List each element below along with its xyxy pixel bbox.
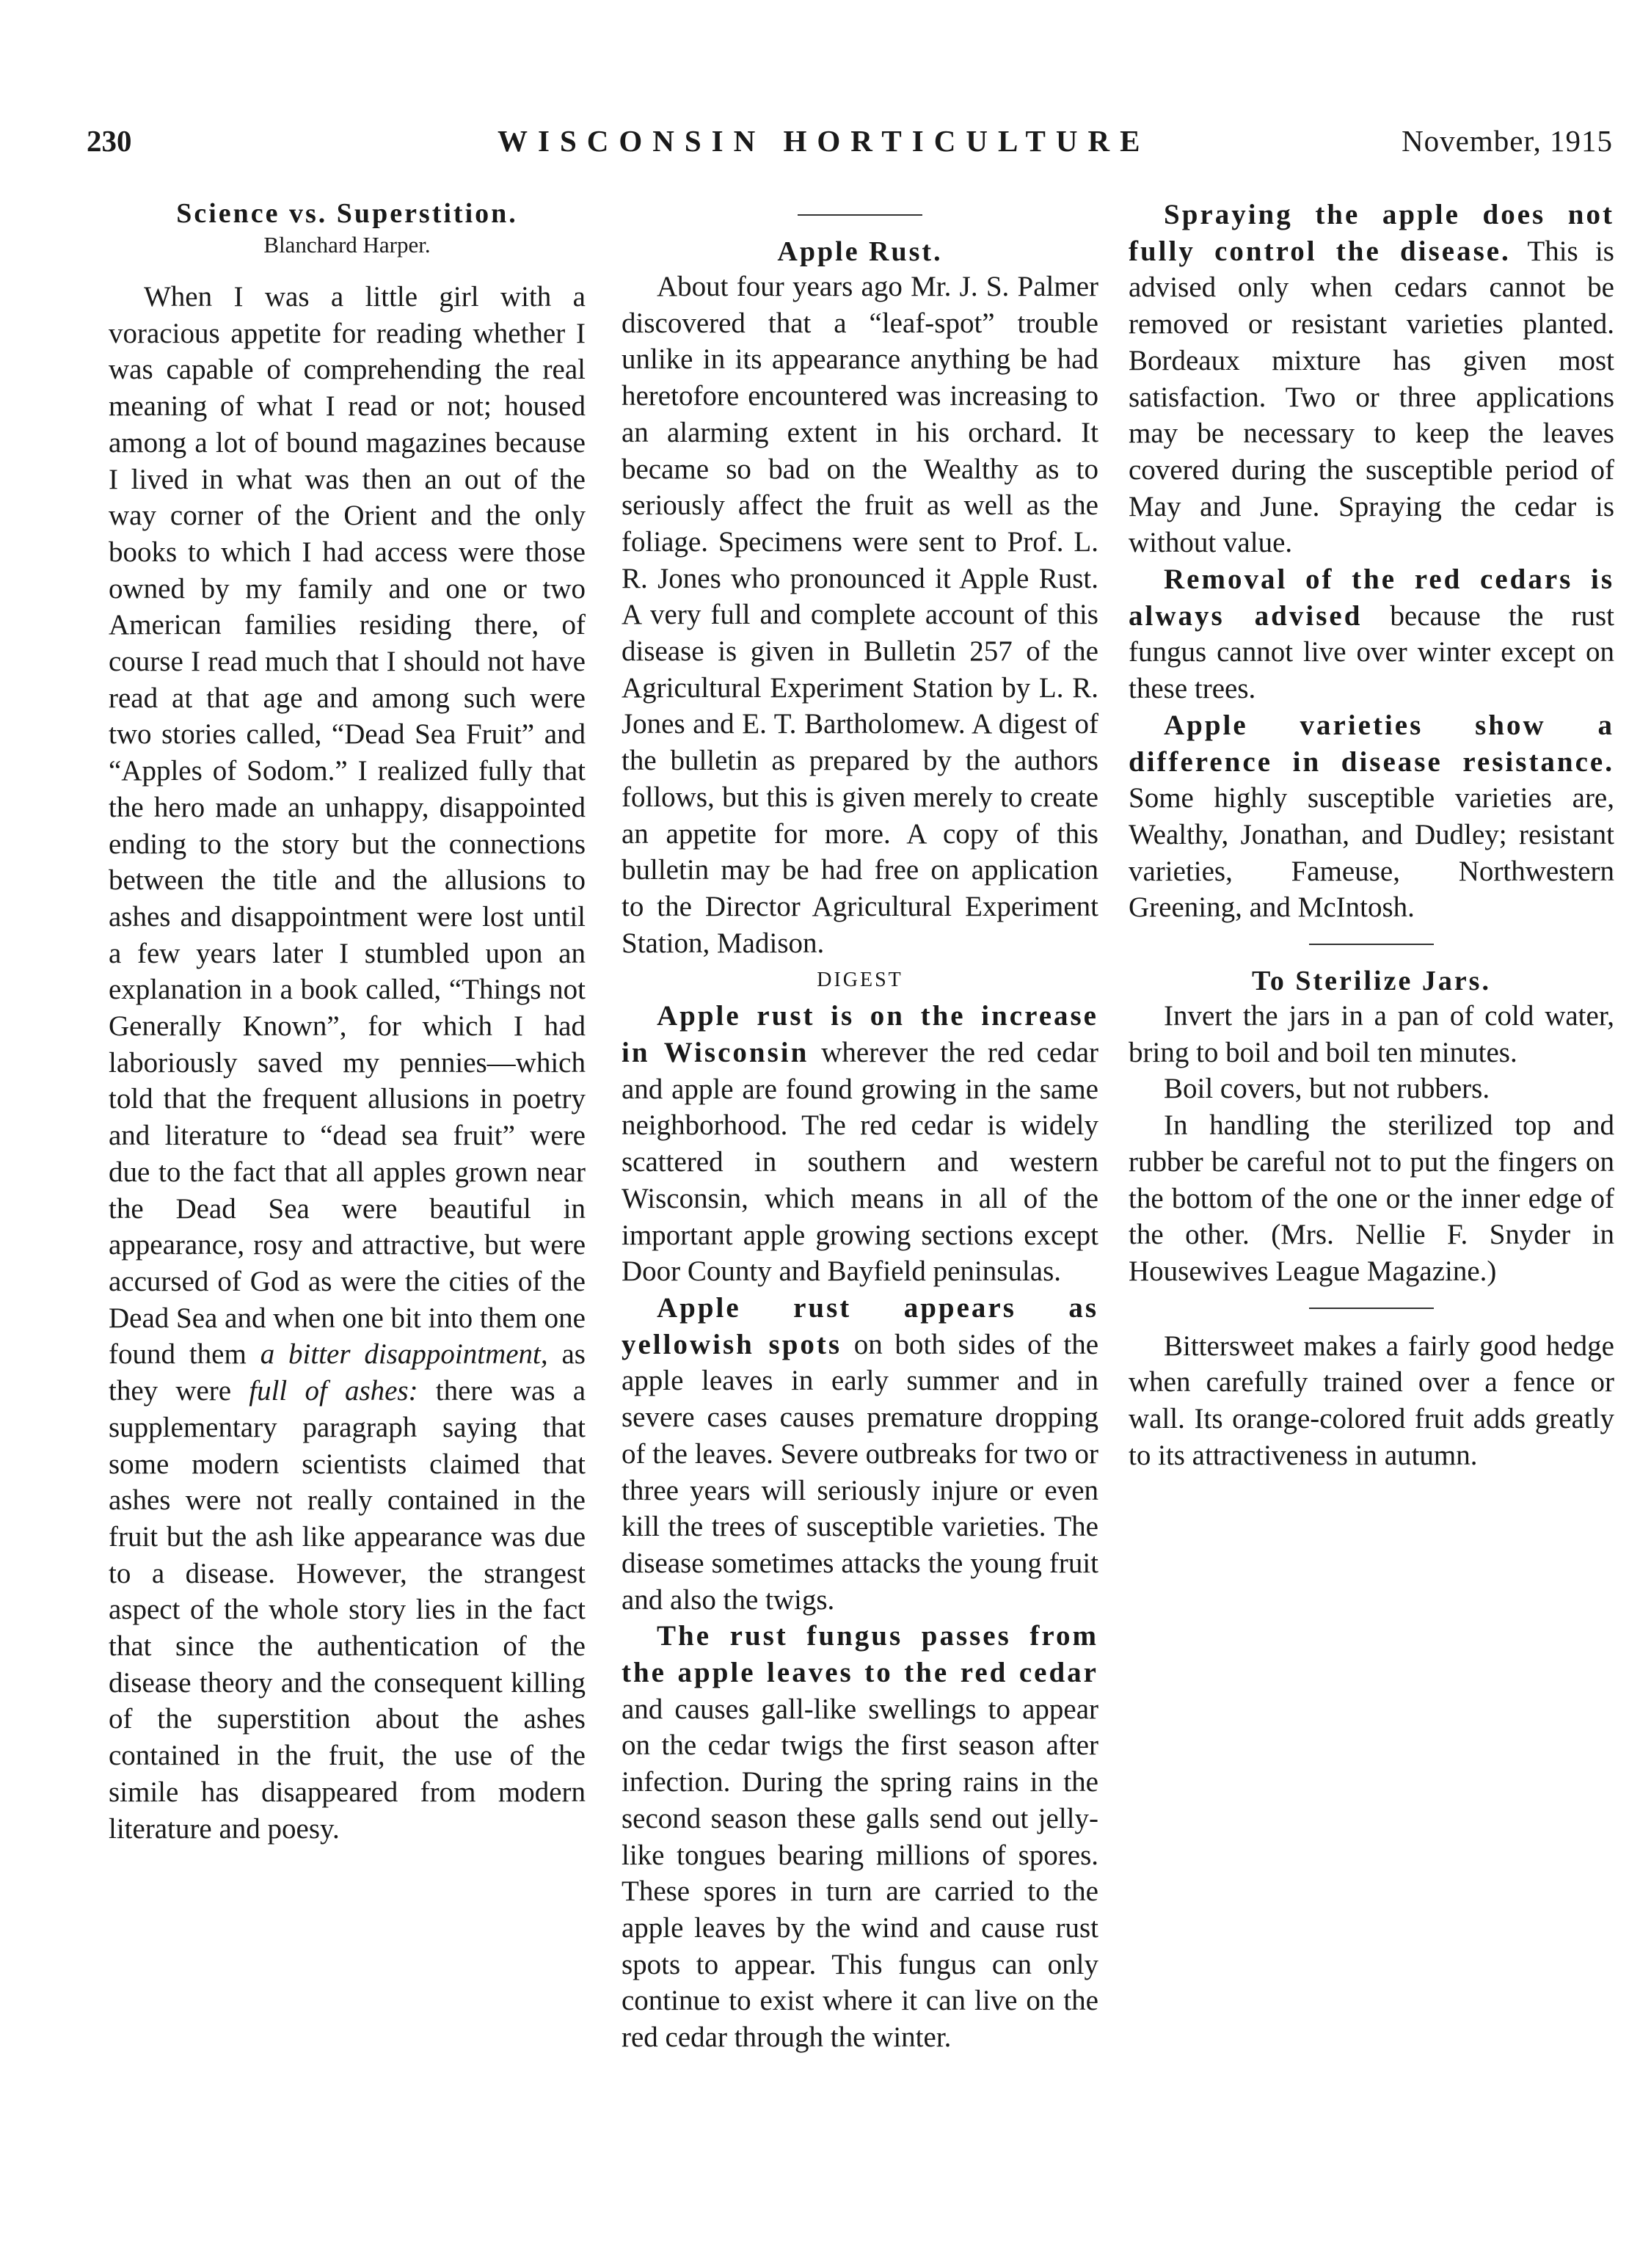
section-divider [1309,1308,1434,1309]
column-2 [622,197,1098,2056]
issue-date: November, 1915 [1402,124,1613,158]
journal-title: WISCONSIN HORTICULTURE [498,124,1151,158]
article-paragraph: Spraying the apple does not fully control the disease. This is advised only when cedars cannot be removed or resistant varieties planted. Bordeaux mixture has given most satisfaction. Two or three applications may be necessary to keep the leaves covered during the susceptible period of May and June. Spraying the cedar is without value. [1129,199,1614,559]
article-title-sterilize-jars: To Sterilize Jars. [1252,966,1491,997]
article-paragraph: The rust fungus passes from the apple leaves to the red cedar and causes gall-like swellings to appear on the cedar twigs the first season after infection. During the spring rains in the second season these galls send out jelly-like tongues bearing millions of spores. These spores in turn are carried to the apple leaves by the wind and cause rust spots to appear. This fungus can only continue to exist where it can live on the red cedar through the winter. [622,1620,1098,2054]
article-paragraph: Apple rust is on the increase in Wisconsin wherever the red cedar and apple are found growing in the same neighborhood. The red cedar is widely scattered in southern and western Wisconsin, which means in all of the important apple growing sections except Door County and Bayfield peninsulas. [622,1000,1098,1288]
article-paragraph: Apple varieties show a difference in disease resistance. Some highly susceptible varieties are, Wealthy, Jonathan, and Dudley; resistant varieties, Fameuse, Northwestern Greening, and McIntosh. [1129,709,1614,924]
section-divider [1309,944,1434,945]
article-title-science: Science vs. Superstition. [176,198,518,229]
column-1 [109,197,586,1847]
article-paragraph: Invert the jars in a pan of cold water, bring to boil and boil ten minutes. [1129,1000,1614,1068]
article-paragraph: Apple rust appears as yellowish spots on both sides of the apple leaves in early summer and in severe cases causes premature dropping of the leaves. Severe outbreaks for two or three years will seriously injure or even kill the trees of susceptible varieties. The disease sometimes attacks the young fruit and also the twigs. [622,1291,1098,1616]
digest-label: DIGEST [817,969,903,992]
article-author: Blanchard Harper. [263,232,431,258]
article-paragraph: In handling the sterilized top and rubber be careful not to put the fingers on the bottom of the one or the inner edge of the other. (Mrs. Nellie F. Snyder in Housewives League Magazine.) [1129,1109,1614,1287]
article-paragraph-bittersweet: Bittersweet makes a fairly good hedge when carefully trained over a fence or wall. Its orange-colored fruit adds greatly to its attractiveness in autumn. [1129,1330,1614,1471]
page-header [87,123,1613,175]
article-paragraph: Removal of the red cedars is always advised because the rust fungus cannot live over winter except on these trees. [1129,564,1614,705]
article-title-apple-rust: Apple Rust. [777,236,943,267]
article-paragraph: Boil covers, but not rubbers. [1164,1073,1490,1105]
section-divider [798,214,922,216]
column-3 [1129,197,1614,1474]
article-paragraph: When I was a little girl with a voracious appetite for reading whether I was capable of comprehending the real meaning of what I read or not; housed among a lot of bound magazines because I lived in what was then an out of the way corner of the Orient and the only books to which I had access were those owned by my family and one or two American families residing there, of course I read much that I should not have read at that age and among such were two stories called, “Dead Sea Fruit” and “Apples of Sodom.” I realized fully that the hero made an unhappy, disappointed ending to the story but the connections between the title and the allusions to ashes and disappointment were lost until a few years later I stumbled upon an explanation in a book called, “Things not Generally Known”, for which I had laboriously saved my pennies—which told that the frequent allusions in poetry and literature to “dead sea fruit” were due to the fact that all apples grown near the Dead Sea were beautiful in appearance, rosy and attractive, but were accursed of God as were the cities of the Dead Sea and when one bit into them one found them a bitter disappointment, as they were full of ashes: there was a supplementary paragraph saying that some modern scientists claimed that ashes were not really contained in the fruit but the ash like appearance was due to a disease. However, the strangest aspect of the whole story lies in the fact that since the authentication of the disease theory and the consequent killing of the superstition about the ashes contained in the fruit, the use of the simile has disappeared from modern literature and poesy. [109,281,586,1845]
article-paragraph: About four years ago Mr. J. S. Palmer discovered that a “leaf-spot” trouble unlike in its appearance anything be had heretofore encountered was increasing to an alarming extent in his orchard. It became so bad on the Wealthy as to seriously affect the fruit as well as the foliage. Specimens were sent to Prof. L. R. Jones who pronounced it Apple Rust. A very full and complete account of this disease is given in Bulletin 257 of the Agricultural Experiment Station by L. R. Jones and E. T. Bartholomew. A digest of the bulletin as prepared by the authors follows, but this is given merely to create an appetite for more. A copy of this bulletin may be had free on application to the Director Agricultural Experiment Station, Madison. [622,271,1098,959]
page-number: 230 [87,124,132,158]
